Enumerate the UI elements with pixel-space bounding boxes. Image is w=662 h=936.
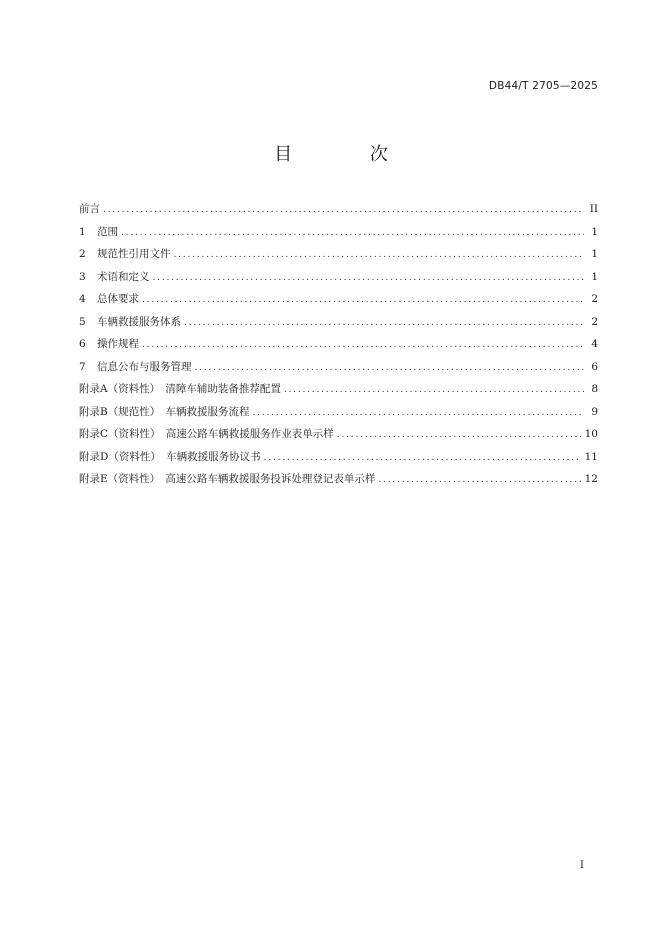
toc-entry-label: 附录C（资料性） 高速公路车辆救援服务作业表单示样 [79, 428, 334, 440]
toc-leader-dots [103, 201, 584, 219]
toc-entry-operating-procedures[interactable] [79, 335, 598, 358]
toc-entry-number: 2 [79, 248, 86, 260]
toc-leader-dots [337, 426, 581, 444]
toc-title: 目 次 [274, 144, 424, 165]
toc-leader-dots [184, 314, 584, 332]
toc-entry-label: 操作规程 [97, 338, 139, 350]
toc-entry-label: 规范性引用文件 [97, 248, 171, 260]
toc-entry-page: 2 [591, 293, 598, 305]
toc-leader-dots [195, 359, 585, 377]
toc-entry-appendix-c[interactable] [79, 425, 598, 448]
toc-leader-dots [284, 381, 584, 399]
toc-entry-label: 车辆救援服务体系 [97, 315, 181, 328]
toc-entry-page: 12 [584, 473, 598, 485]
toc-entry-number: 4 [79, 293, 86, 305]
toc-entry-number: 5 [79, 315, 86, 328]
toc-entry-page: 1 [591, 270, 598, 283]
toc-leader-dots [121, 224, 584, 242]
toc-entry-label: 附录E（资料性） 高速公路车辆救援服务投诉处理登记表单示样 [79, 473, 376, 485]
page-number: I [580, 860, 584, 871]
toc-entry-page: 10 [584, 428, 598, 440]
toc-entry-number: 1 [79, 225, 86, 238]
toc-entry-label: 附录B（规范性） 车辆救援服务流程 [79, 405, 250, 418]
toc-entry-number: 7 [79, 360, 86, 373]
toc-leader-dots [142, 291, 584, 309]
table-of-contents [79, 200, 598, 493]
toc-entry-label: 范围 [97, 225, 118, 238]
toc-entry-number: 6 [79, 338, 86, 350]
document-code: DB44/T 2705—2025 [488, 80, 598, 92]
toc-entry-page: 8 [591, 383, 598, 395]
toc-entry-label: 术语和定义 [97, 270, 150, 283]
toc-entry-scope[interactable] [79, 223, 598, 246]
toc-entry-page: 4 [591, 338, 598, 350]
toc-entry-page: 1 [591, 225, 598, 238]
toc-entry-appendix-d[interactable] [79, 448, 598, 471]
toc-entry-information-service-management[interactable] [79, 358, 598, 381]
toc-entry-label: 信息公布与服务管理 [97, 360, 192, 373]
toc-entry-appendix-e[interactable] [79, 470, 598, 493]
toc-entry-general-requirements[interactable] [79, 290, 598, 313]
toc-leader-dots [252, 404, 584, 422]
toc-entry-page: 6 [591, 360, 598, 373]
toc-entry-appendix-b[interactable] [79, 403, 598, 426]
toc-leader-dots [264, 449, 581, 467]
toc-entry-page: 1 [591, 248, 598, 260]
toc-entry-page: II [589, 203, 598, 215]
toc-entry-page: 9 [591, 405, 598, 418]
toc-leader-dots [153, 269, 585, 287]
toc-entry-page: 2 [591, 315, 598, 328]
toc-leader-dots [174, 246, 585, 264]
toc-entry-label: 前言 [79, 203, 100, 215]
toc-leader-dots [142, 336, 584, 354]
toc-entry-label: 总体要求 [97, 293, 139, 305]
toc-entry-normative-references[interactable] [79, 245, 598, 268]
toc-entry-appendix-a[interactable] [79, 380, 598, 403]
toc-entry-page: 11 [584, 450, 598, 463]
toc-entry-label: 附录A（资料性） 清障车辅助装备推荐配置 [79, 383, 281, 395]
toc-leader-dots [378, 471, 580, 489]
toc-entry-rescue-service-system[interactable] [79, 313, 598, 336]
toc-entry-foreword[interactable] [79, 200, 598, 223]
toc-entry-terms-definitions[interactable] [79, 268, 598, 291]
toc-entry-label: 附录D（资料性） 车辆救援服务协议书 [79, 450, 261, 463]
toc-entry-number: 3 [79, 270, 86, 283]
